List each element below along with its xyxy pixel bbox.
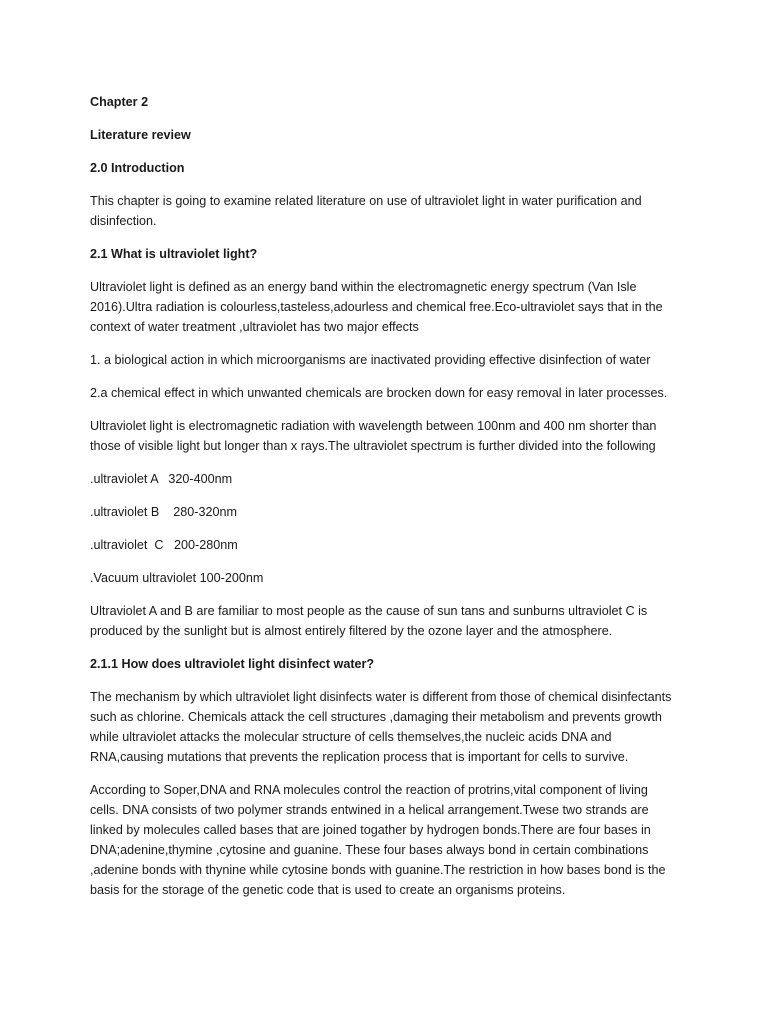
chapter-title: Literature review: [90, 128, 191, 142]
document-page: [90, 92, 680, 913]
paragraph-uv-definition: Ultraviolet light is defined as an energy band within the electromagnetic energy spectrum (Van Isle 2016).Ultra radiation is colourless,tasteless,adourless and chemical free.Eco-ultraviolet says that in the context of water treatment ,ultraviolet has two major effects: [90, 280, 663, 334]
list-item-vacuum-uv: .Vacuum ultraviolet 100-200nm: [90, 571, 264, 585]
paragraph-mechanism: The mechanism by which ultraviolet light disinfects water is different from those of chemical disinfectants such as chlorine. Chemicals attack the cell structures ,damaging their metabolism and prevents growth while ultraviolet attacks the molecular structure of cells themselves,the nucleic acids DNA and RNA,causing mutations that prevents the replication process that is important for cells to survive.: [90, 690, 672, 764]
section-heading-disinfection: 2.1.1 How does ultraviolet light disinfect water?: [90, 657, 375, 671]
list-item-uv-b: .ultraviolet B 280-320nm: [90, 505, 238, 519]
paragraph-uv-a-b-c: Ultraviolet A and B are familiar to most people as the cause of sun tans and sunburns ultraviolet C is produced by the sunlight but is almost entirely filtered by the ozone layer and the atmosphere.: [90, 604, 648, 638]
paragraph-dna-rna: According to Soper,DNA and RNA molecules control the reaction of protrins,vital component of living cells. DNA consists of two polymer strands entwined in a helical arrangement.Twese two strands are linked by molecules called bases that are joined togather by hydrogen bonds.There are four bases in DNA;adenine,thymine ,cytosine and guanine. These four bases always bond in certain combinations ,adenine bonds with thynine while cytosine bonds with guanine.The restriction in how bases bond is the basis for the storage of the genetic code that is used to create an organisms proteins.: [90, 783, 666, 897]
section-heading-introduction: 2.0 Introduction: [90, 161, 185, 175]
list-item-uv-c: .ultraviolet C 200-280nm: [90, 538, 238, 552]
paragraph-introduction: This chapter is going to examine related literature on use of ultraviolet light in water purification and disinfection.: [90, 194, 642, 228]
paragraph-uv-spectrum: Ultraviolet light is electromagnetic radiation with wavelength between 100nm and 400 nm shorter than those of visible light but longer than x rays.The ultraviolet spectrum is further divided into the following: [90, 419, 657, 453]
list-item-chemical-effect: 2.a chemical effect in which unwanted chemicals are brocken down for easy removal in later processes.: [90, 386, 668, 400]
chapter-label: Chapter 2: [90, 95, 149, 109]
section-heading-what-is-uv: 2.1 What is ultraviolet light?: [90, 247, 258, 261]
list-item-uv-a: .ultraviolet A 320-400nm: [90, 472, 233, 486]
list-item-biological-action: 1. a biological action in which microorganisms are inactivated providing effective disinfection of water: [90, 353, 651, 367]
